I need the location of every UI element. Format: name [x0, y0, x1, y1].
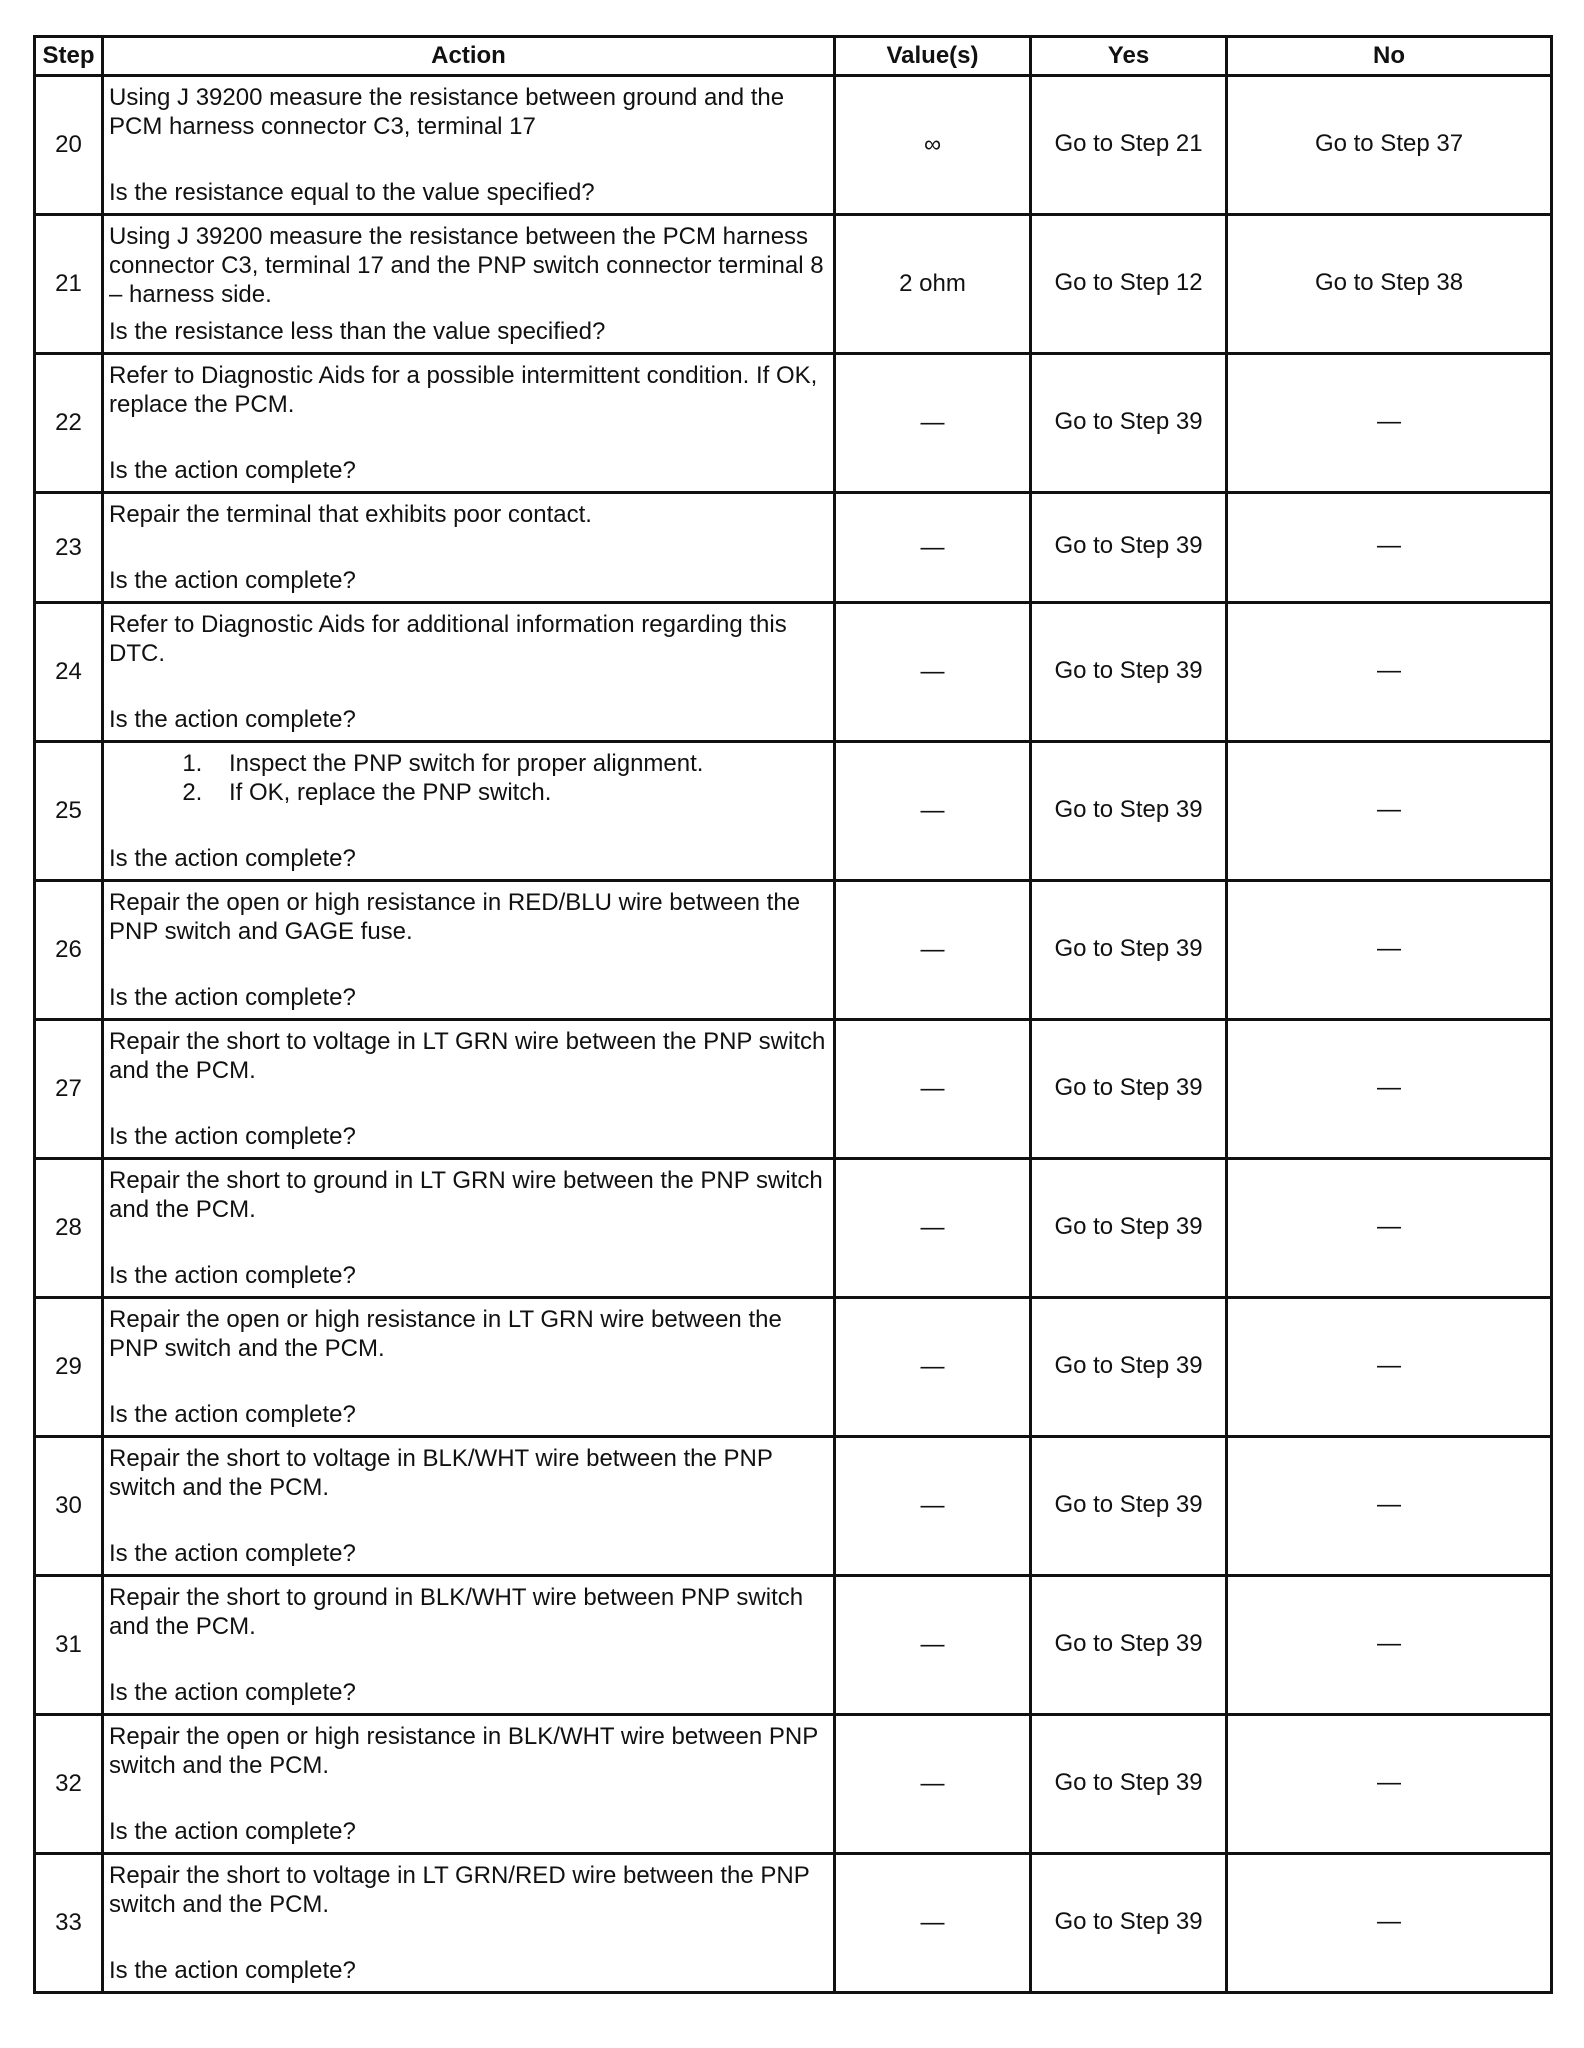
table-row	[35, 1715, 1552, 1854]
value-cell: —	[835, 1715, 1031, 1854]
action-question: Is the action complete?	[109, 1262, 356, 1289]
step-number: 21	[35, 215, 103, 354]
action-question: Is the action complete?	[109, 1401, 356, 1428]
action-cell	[103, 354, 835, 493]
value-cell: —	[835, 1298, 1031, 1437]
yes-cell: Go to Step 12	[1031, 215, 1227, 354]
action-text: Using J 39200 measure the resistance between ground and the PCM harness connector C3, terminal 17	[109, 84, 785, 140]
action-cell	[103, 742, 835, 881]
table-row	[35, 1854, 1552, 1993]
table-row	[35, 881, 1552, 1020]
step-number: 23	[35, 493, 103, 603]
no-cell: —	[1227, 1576, 1552, 1715]
action-cell	[103, 1020, 835, 1159]
action-cell	[103, 76, 835, 215]
no-cell: —	[1227, 1159, 1552, 1298]
action-question: Is the action complete?	[109, 567, 356, 594]
action-question: Is the action complete?	[109, 984, 356, 1011]
action-question: Is the resistance equal to the value specified?	[109, 179, 595, 206]
no-cell: —	[1227, 742, 1552, 881]
no-cell: —	[1227, 1854, 1552, 1993]
step-number: 24	[35, 603, 103, 742]
action-text: Refer to Diagnostic Aids for a possible intermittent condition. If OK, replace the PCM.	[109, 362, 818, 418]
action-cell	[103, 1715, 835, 1854]
no-cell: —	[1227, 1020, 1552, 1159]
action-question: Is the action complete?	[109, 457, 356, 484]
action-text: Refer to Diagnostic Aids for additional information regarding this DTC.	[109, 611, 787, 667]
action-cell	[103, 493, 835, 603]
action-question: Is the action complete?	[109, 1957, 356, 1984]
action-cell	[103, 1159, 835, 1298]
yes-cell: Go to Step 39	[1031, 1854, 1227, 1993]
value-cell: —	[835, 1159, 1031, 1298]
action-steps-list	[109, 749, 827, 807]
value-cell: —	[835, 493, 1031, 603]
no-cell: —	[1227, 881, 1552, 1020]
value-cell: —	[835, 354, 1031, 493]
action-question: Is the action complete?	[109, 1540, 356, 1567]
action-text: Repair the open or high resistance in RED/BLU wire between the PNP switch and GAGE fuse.	[109, 889, 801, 945]
header-no: No	[1227, 37, 1552, 76]
header-row	[35, 37, 1552, 76]
yes-cell: Go to Step 39	[1031, 1715, 1227, 1854]
yes-cell: Go to Step 39	[1031, 603, 1227, 742]
no-cell: —	[1227, 1715, 1552, 1854]
step-number: 27	[35, 1020, 103, 1159]
action-text: Repair the short to voltage in LT GRN/RED wire between the PNP switch and the PCM.	[109, 1862, 810, 1918]
action-cell	[103, 215, 835, 354]
no-cell: Go to Step 38	[1227, 215, 1552, 354]
table-row	[35, 1020, 1552, 1159]
yes-cell: Go to Step 39	[1031, 493, 1227, 603]
value-cell: —	[835, 742, 1031, 881]
yes-cell: Go to Step 39	[1031, 1437, 1227, 1576]
action-step-item: 1. Inspect the PNP switch for proper alignment.	[209, 749, 827, 778]
table-row	[35, 76, 1552, 215]
no-cell: —	[1227, 603, 1552, 742]
no-cell: —	[1227, 1437, 1552, 1576]
table-row	[35, 742, 1552, 881]
yes-cell: Go to Step 39	[1031, 354, 1227, 493]
header-values: Value(s)	[835, 37, 1031, 76]
step-number: 25	[35, 742, 103, 881]
value-cell: ∞	[835, 76, 1031, 215]
table-row	[35, 1576, 1552, 1715]
table-row	[35, 1159, 1552, 1298]
table-row	[35, 1298, 1552, 1437]
yes-cell: Go to Step 39	[1031, 1020, 1227, 1159]
action-question: Is the action complete?	[109, 1679, 356, 1706]
action-question: Is the action complete?	[109, 706, 356, 733]
action-text: Repair the open or high resistance in BLK/WHT wire between PNP switch and the PCM.	[109, 1723, 818, 1779]
yes-cell: Go to Step 39	[1031, 881, 1227, 1020]
value-cell: —	[835, 603, 1031, 742]
step-number: 31	[35, 1576, 103, 1715]
no-cell: Go to Step 37	[1227, 76, 1552, 215]
action-text: Repair the short to ground in BLK/WHT wire between PNP switch and the PCM.	[109, 1584, 804, 1640]
header-yes: Yes	[1031, 37, 1227, 76]
value-cell: —	[835, 881, 1031, 1020]
action-text: Repair the short to voltage in BLK/WHT wire between the PNP switch and the PCM.	[109, 1445, 773, 1501]
action-text: Repair the open or high resistance in LT GRN wire between the PNP switch and the PCM.	[109, 1306, 782, 1362]
value-cell: —	[835, 1020, 1031, 1159]
action-step-item: 2. If OK, replace the PNP switch.	[209, 778, 827, 807]
table-row	[35, 1437, 1552, 1576]
step-number: 30	[35, 1437, 103, 1576]
action-text: Repair the short to voltage in LT GRN wire between the PNP switch and the PCM.	[109, 1028, 826, 1084]
value-cell: —	[835, 1854, 1031, 1993]
no-cell: —	[1227, 493, 1552, 603]
step-number: 28	[35, 1159, 103, 1298]
action-text: Repair the short to ground in LT GRN wire between the PNP switch and the PCM.	[109, 1167, 823, 1223]
action-cell	[103, 1298, 835, 1437]
diagnostic-table	[33, 35, 1553, 1994]
table-row	[35, 354, 1552, 493]
value-cell: 2 ohm	[835, 215, 1031, 354]
step-number: 22	[35, 354, 103, 493]
step-number: 26	[35, 881, 103, 1020]
step-number: 32	[35, 1715, 103, 1854]
value-cell: —	[835, 1576, 1031, 1715]
header-action: Action	[103, 37, 835, 76]
action-cell	[103, 603, 835, 742]
table-row	[35, 215, 1552, 354]
header-step: Step	[35, 37, 103, 76]
yes-cell: Go to Step 39	[1031, 1159, 1227, 1298]
yes-cell: Go to Step 21	[1031, 76, 1227, 215]
yes-cell: Go to Step 39	[1031, 742, 1227, 881]
action-text: Repair the terminal that exhibits poor contact.	[109, 501, 592, 528]
table-body	[35, 76, 1552, 1993]
table-row	[35, 493, 1552, 603]
action-cell	[103, 1576, 835, 1715]
yes-cell: Go to Step 39	[1031, 1576, 1227, 1715]
action-question: Is the action complete?	[109, 845, 356, 872]
action-cell	[103, 881, 835, 1020]
value-cell: —	[835, 1437, 1031, 1576]
action-question: Is the resistance less than the value specified?	[109, 318, 606, 345]
table-row	[35, 603, 1552, 742]
step-number: 33	[35, 1854, 103, 1993]
step-number: 20	[35, 76, 103, 215]
no-cell: —	[1227, 1298, 1552, 1437]
action-question: Is the action complete?	[109, 1818, 356, 1845]
step-number: 29	[35, 1298, 103, 1437]
action-cell	[103, 1437, 835, 1576]
action-text: Using J 39200 measure the resistance between the PCM harness connector C3, terminal 17 and the PNP switch connector terminal 8 – harness side.	[109, 223, 824, 308]
action-question: Is the action complete?	[109, 1123, 356, 1150]
yes-cell: Go to Step 39	[1031, 1298, 1227, 1437]
no-cell: —	[1227, 354, 1552, 493]
action-cell	[103, 1854, 835, 1993]
